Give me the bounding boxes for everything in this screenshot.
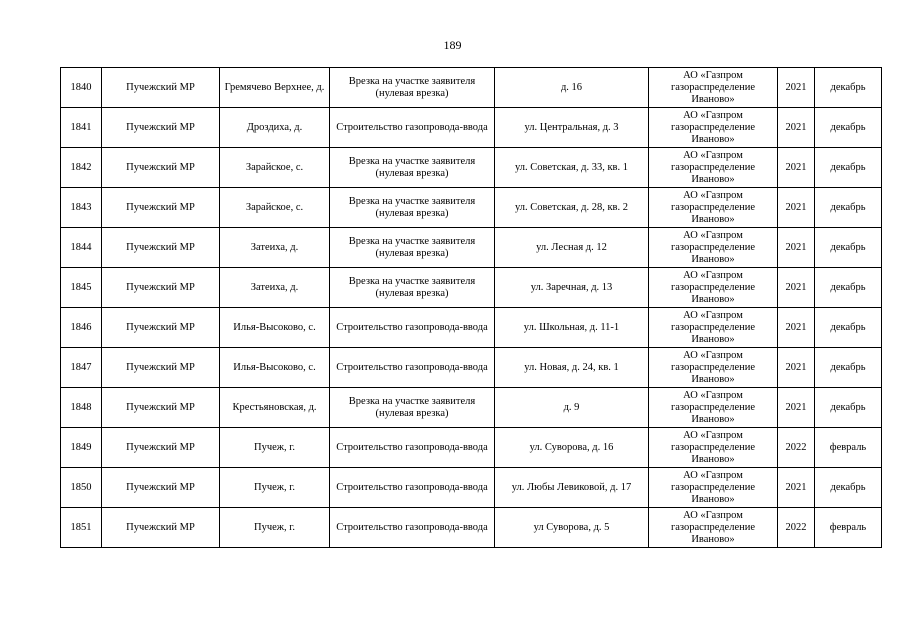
year-cell: 2021 xyxy=(778,348,815,388)
district-cell: Пучежский МР xyxy=(102,228,220,268)
settlement-cell: Затеиха, д. xyxy=(220,228,330,268)
settlement-cell: Пучеж, г. xyxy=(220,468,330,508)
month-cell: декабрь xyxy=(815,388,882,428)
month-cell: декабрь xyxy=(815,68,882,108)
table-row xyxy=(61,308,882,348)
year-cell: 2022 xyxy=(778,428,815,468)
district-cell: Пучежский МР xyxy=(102,148,220,188)
row-number-cell: 1850 xyxy=(61,468,102,508)
table-row xyxy=(61,468,882,508)
address-cell: ул. Суворова, д. 16 xyxy=(495,428,649,468)
district-cell: Пучежский МР xyxy=(102,388,220,428)
organization-cell: АО «Газпром газораспределение Иваново» xyxy=(649,228,778,268)
settlement-cell: Крестьяновская, д. xyxy=(220,388,330,428)
address-cell: д. 16 xyxy=(495,68,649,108)
organization-cell: АО «Газпром газораспределение Иваново» xyxy=(649,348,778,388)
settlement-cell: Дроздиха, д. xyxy=(220,108,330,148)
district-cell: Пучежский МР xyxy=(102,188,220,228)
address-cell: ул. Новая, д. 24, кв. 1 xyxy=(495,348,649,388)
table-row xyxy=(61,188,882,228)
work-type-cell: Строительство газопровода-ввода xyxy=(330,428,495,468)
month-cell: февраль xyxy=(815,428,882,468)
year-cell: 2021 xyxy=(778,108,815,148)
organization-cell: АО «Газпром газораспределение Иваново» xyxy=(649,468,778,508)
district-cell: Пучежский МР xyxy=(102,468,220,508)
row-number-cell: 1847 xyxy=(61,348,102,388)
month-cell: февраль xyxy=(815,508,882,548)
settlement-cell: Гремячево Верхнее, д. xyxy=(220,68,330,108)
table-row xyxy=(61,508,882,548)
year-cell: 2021 xyxy=(778,268,815,308)
row-number-cell: 1841 xyxy=(61,108,102,148)
work-type-cell: Врезка на участке заявителя (нулевая врезка) xyxy=(330,68,495,108)
work-type-cell: Врезка на участке заявителя (нулевая врезка) xyxy=(330,388,495,428)
month-cell: декабрь xyxy=(815,188,882,228)
year-cell: 2021 xyxy=(778,468,815,508)
year-cell: 2021 xyxy=(778,308,815,348)
month-cell: декабрь xyxy=(815,228,882,268)
row-number-cell: 1846 xyxy=(61,308,102,348)
table-row xyxy=(61,348,882,388)
table-body xyxy=(61,68,882,548)
month-cell: декабрь xyxy=(815,468,882,508)
organization-cell: АО «Газпром газораспределение Иваново» xyxy=(649,148,778,188)
page-number: 189 xyxy=(443,38,462,52)
organization-cell: АО «Газпром газораспределение Иваново» xyxy=(649,508,778,548)
district-cell: Пучежский МР xyxy=(102,308,220,348)
year-cell: 2021 xyxy=(778,228,815,268)
row-number-cell: 1851 xyxy=(61,508,102,548)
year-cell: 2022 xyxy=(778,508,815,548)
address-cell: д. 9 xyxy=(495,388,649,428)
settlement-cell: Зарайское, с. xyxy=(220,148,330,188)
work-type-cell: Врезка на участке заявителя (нулевая врезка) xyxy=(330,268,495,308)
settlement-cell: Илья-Высоково, с. xyxy=(220,348,330,388)
organization-cell: АО «Газпром газораспределение Иваново» xyxy=(649,388,778,428)
table-row xyxy=(61,228,882,268)
district-cell: Пучежский МР xyxy=(102,428,220,468)
district-cell: Пучежский МР xyxy=(102,108,220,148)
work-type-cell: Врезка на участке заявителя (нулевая врезка) xyxy=(330,228,495,268)
address-cell: ул. Лесная д. 12 xyxy=(495,228,649,268)
gas-connection-table xyxy=(60,67,882,548)
row-number-cell: 1845 xyxy=(61,268,102,308)
table-row xyxy=(61,68,882,108)
address-cell: ул. Школьная, д. 11-1 xyxy=(495,308,649,348)
table-row xyxy=(61,268,882,308)
work-type-cell: Строительство газопровода-ввода xyxy=(330,348,495,388)
organization-cell: АО «Газпром газораспределение Иваново» xyxy=(649,108,778,148)
settlement-cell: Затеиха, д. xyxy=(220,268,330,308)
address-cell: ул. Советская, д. 28, кв. 2 xyxy=(495,188,649,228)
organization-cell: АО «Газпром газораспределение Иваново» xyxy=(649,428,778,468)
month-cell: декабрь xyxy=(815,308,882,348)
year-cell: 2021 xyxy=(778,148,815,188)
organization-cell: АО «Газпром газораспределение Иваново» xyxy=(649,68,778,108)
year-cell: 2021 xyxy=(778,388,815,428)
settlement-cell: Пучеж, г. xyxy=(220,508,330,548)
table-row xyxy=(61,388,882,428)
work-type-cell: Строительство газопровода-ввода xyxy=(330,308,495,348)
district-cell: Пучежский МР xyxy=(102,348,220,388)
district-cell: Пучежский МР xyxy=(102,68,220,108)
settlement-cell: Пучеж, г. xyxy=(220,428,330,468)
organization-cell: АО «Газпром газораспределение Иваново» xyxy=(649,188,778,228)
work-type-cell: Врезка на участке заявителя (нулевая врезка) xyxy=(330,188,495,228)
row-number-cell: 1843 xyxy=(61,188,102,228)
year-cell: 2021 xyxy=(778,68,815,108)
row-number-cell: 1840 xyxy=(61,68,102,108)
row-number-cell: 1848 xyxy=(61,388,102,428)
row-number-cell: 1844 xyxy=(61,228,102,268)
work-type-cell: Строительство газопровода-ввода xyxy=(330,108,495,148)
table-row xyxy=(61,108,882,148)
address-cell: ул. Центральная, д. 3 xyxy=(495,108,649,148)
work-type-cell: Строительство газопровода-ввода xyxy=(330,508,495,548)
table-row xyxy=(61,148,882,188)
table-row xyxy=(61,428,882,468)
work-type-cell: Врезка на участке заявителя (нулевая врезка) xyxy=(330,148,495,188)
month-cell: декабрь xyxy=(815,348,882,388)
address-cell: ул. Заречная, д. 13 xyxy=(495,268,649,308)
district-cell: Пучежский МР xyxy=(102,508,220,548)
month-cell: декабрь xyxy=(815,268,882,308)
organization-cell: АО «Газпром газораспределение Иваново» xyxy=(649,268,778,308)
year-cell: 2021 xyxy=(778,188,815,228)
row-number-cell: 1849 xyxy=(61,428,102,468)
settlement-cell: Илья-Высоково, с. xyxy=(220,308,330,348)
month-cell: декабрь xyxy=(815,148,882,188)
address-cell: ул. Любы Левиковой, д. 17 xyxy=(495,468,649,508)
work-type-cell: Строительство газопровода-ввода xyxy=(330,468,495,508)
district-cell: Пучежский МР xyxy=(102,268,220,308)
organization-cell: АО «Газпром газораспределение Иваново» xyxy=(649,308,778,348)
settlement-cell: Зарайское, с. xyxy=(220,188,330,228)
month-cell: декабрь xyxy=(815,108,882,148)
address-cell: ул Суворова, д. 5 xyxy=(495,508,649,548)
address-cell: ул. Советская, д. 33, кв. 1 xyxy=(495,148,649,188)
row-number-cell: 1842 xyxy=(61,148,102,188)
